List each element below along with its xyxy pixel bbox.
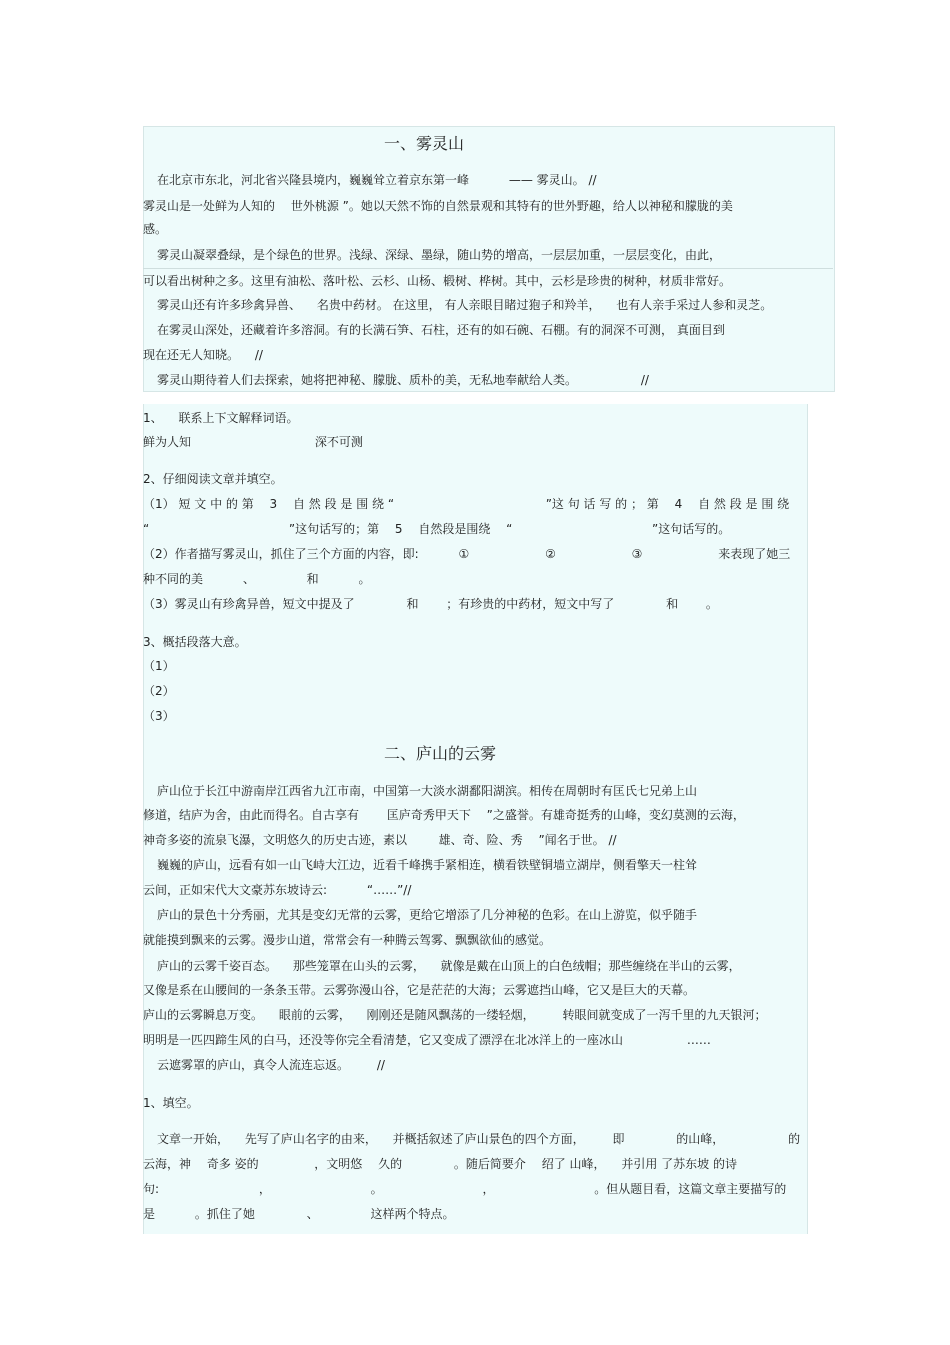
passage2-line: 云间，正如宋代大文豪苏东坡诗云: “……”// <box>143 883 412 897</box>
passage1-line: 在雾灵山深处，还藏着许多溶洞。有的长满石笋、石柱，还有的如石碗、石棚。有的洞深不可测， 真面目到 <box>157 323 725 337</box>
passage1-line: 在北京市东北，河北省兴隆县境内，巍巍耸立着京东第一峰 —— 雾灵山。 // <box>157 173 597 187</box>
passage2-line: 庐山位于长江中游南岸江西省九江市南，中国第一大淡水湖鄱阳湖滨。相传在周朝时有匡氏七兄弟上山 <box>157 784 698 798</box>
q1-line: 1、 联系上下文解释词语。 <box>143 411 299 425</box>
section1-title: 一、雾灵山 <box>384 134 465 153</box>
q2-line: 云海，神 奇多 姿的 ，文明悠 久的 。随后简要介 绍了 山峰， 并引用 了苏东坡 的诗 <box>143 1157 737 1171</box>
passage2-line: 神奇多姿的流泉飞瀑，文明悠久的历史古迹，素以 雄、奇、险、秀 ”闻名于世。 // <box>143 833 617 847</box>
passage2-line: 明明是一匹四蹄生风的白马，还没等你完全看清楚，它又变成了漂浮在北冰洋上的一座冰山 …… <box>143 1033 711 1047</box>
passage1-line: 可以看出树种之多。这里有油松、落叶松、云杉、山杨、椴树、桦树。其中，云杉是珍贵的树种，材质非常好。 <box>143 274 732 288</box>
q1-line: （1） <box>143 659 175 673</box>
passage1-line: 雾灵山期待着人们去探索，她将把神秘、朦胧、质朴的美，无私地奉献给人类。 // <box>157 373 649 387</box>
passage2-line: 就能摸到飘来的云雾。漫步山道，常常会有一种腾云驾雾、飘飘欲仙的感觉。 <box>143 933 552 947</box>
q1-line: （2）作者描写雾灵山，抓住了三个方面的内容，即: ① ② ③ 来表现了她三 <box>143 547 791 561</box>
passage1-line: 雾灵山还有许多珍禽异兽、 名贵中药材。 在这里， 有人亲眼目睹过狍子和羚羊， 也有人亲手采过人参和灵芝。 <box>157 298 773 312</box>
q1-line: 2、仔细阅读文章并填空。 <box>143 472 283 486</box>
passage2-line: 巍巍的庐山，远看有如一山飞峙大江边，近看千峰携手紧相连，横看铁壁铜墙立湖岸，侧看擎天一柱耸 <box>157 858 698 872</box>
passage1-line: 现在还无人知晓。 // <box>143 348 263 362</box>
passage2-line: 云遮雾罩的庐山，真令人流连忘返。 // <box>157 1058 385 1072</box>
passage1-line: 雾灵山凝翠叠绿，是个绿色的世界。浅绿、深绿、墨绿，随山势的增高，一层层加重，一层层变化，由此， <box>157 248 722 262</box>
q1-line: “ ”这句话写的；第 5 自然段是围绕 “ ”这句话写的。 <box>143 522 731 536</box>
passage2-line: 修道，结庐为舍，由此而得名。自古享有 匡庐奇秀甲天下 ”之盛誉。有雄奇挺秀的山峰，变幻莫测的云海， <box>143 808 745 822</box>
q2-line: 1、填空。 <box>143 1096 199 1110</box>
q1-line: （3） <box>143 709 175 723</box>
passage2-line: 又像是系在山腰间的一条条玉带。云雾弥漫山谷，它是茫茫的大海；云雾遮挡山峰，它又是巨大的天幕。 <box>143 983 696 997</box>
q1-line: （1） 短 文 中 的 第 3 自 然 段 是 围 绕 “ ”这 句 话 写 的 ； 第 4 自 然 段 是 围 绕 <box>143 497 790 511</box>
q1-line: 3、概括段落大意。 <box>143 635 247 649</box>
q2-line: 文章一开始， 先写了庐山名字的由来， 并概括叙述了庐山景色的四个方面， 即 的山峰， 的 <box>157 1132 801 1146</box>
passage1-line: 雾灵山是一处鲜为人知的 世外桃源 ”。她以天然不饰的自然景观和其特有的世外野趣，给人以神秘和朦胧的美 <box>143 199 733 213</box>
passage1-line: 感。 <box>143 222 168 236</box>
passage2-line: 庐山的云雾瞬息万变。 眼前的云雾， 刚刚还是随风飘荡的一缕轻烟， 转眼间就变成了一泻千里的九天银河； <box>143 1008 767 1022</box>
q2-line: 是 。抓住了她 、 这样两个特点。 <box>143 1207 455 1221</box>
q1-line: 种不同的美 、 和 。 <box>143 572 371 586</box>
passage2-line: 庐山的景色十分秀丽，尤其是变幻无常的云雾，更给它增添了几分神秘的色彩。在山上游览，似乎随手 <box>157 908 698 922</box>
passage2-line: 庐山的云雾千姿百态。 那些笼罩在山头的云雾， 就像是戴在山顶上的白色绒帽；那些缠绕在半山的云雾， <box>157 959 741 973</box>
q1-line: 鲜为人知 深不可测 <box>143 435 363 449</box>
q1-line: （2） <box>143 684 175 698</box>
q2-line: 句: ， 。 ， 。但从题目看，这篇文章主要描写的 <box>143 1182 787 1196</box>
q1-line: （3）雾灵山有珍禽异兽，短文中提及了 和 ；有珍贵的中药材，短文中写了 和 。 <box>143 597 718 611</box>
panel-divider <box>143 268 833 269</box>
section2-title: 二、庐山的云雾 <box>384 744 497 763</box>
